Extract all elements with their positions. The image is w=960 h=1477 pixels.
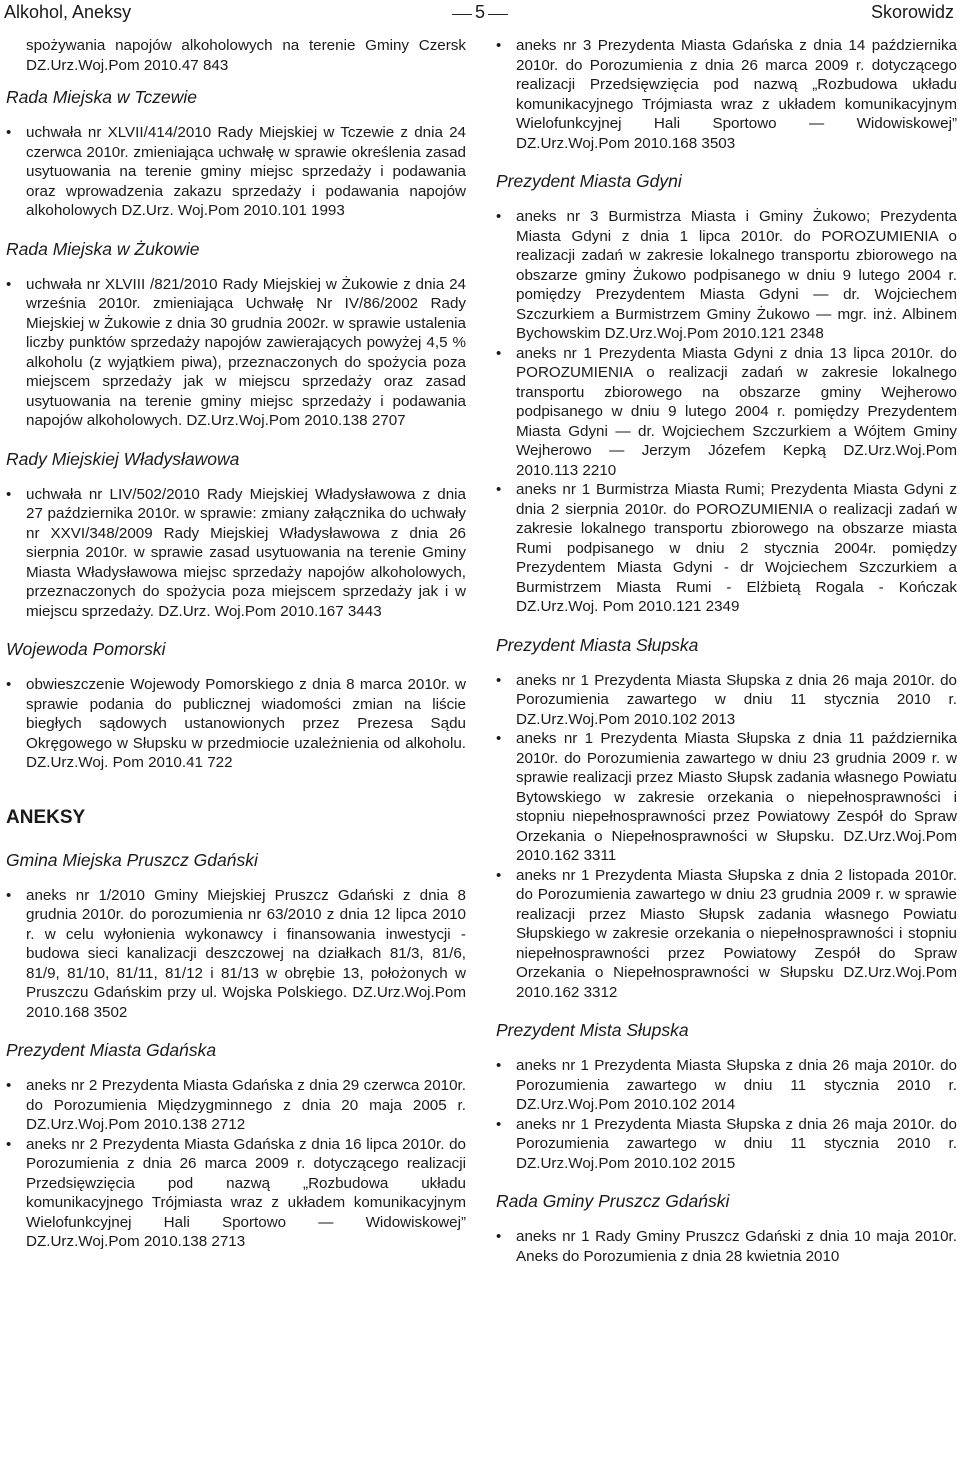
header-index-label: Skorowidz — [870, 2, 954, 22]
entry-item: • aneks nr 1 Rady Gminy Pruszcz Gdański z dnia 10 maja 2010r. Aneks do Porozumienia z dnia 28 kwietnia 2010 — [496, 1227, 957, 1266]
section-heading: Wojewoda Pomorski — [6, 639, 166, 659]
section-heading: Prezydent Mista Słupska — [496, 1020, 689, 1040]
section-heading: Prezydent Miasta Słupska — [496, 634, 699, 655]
header-section-title: Alkohol, Aneksy — [4, 2, 132, 22]
continued-entry: spożywania napojów alkoholowych na terenie Gminy Czersk DZ.Urz.Woj.Pom 2010.47 843 — [26, 37, 466, 74]
page-number: 5 — [474, 2, 485, 22]
entry-item: • obwieszczenie Wojewody Pomorskiego z dnia 8 marca 2010r. w sprawie podania do publicznej wiadomości zmian na liście biegłych sądowych ustanowionych przez Prezesa Sądu Okręgowego w Słupsku w przedmiocie uzależnienia od alkoholu. DZ.Urz.Woj. Pom 2010.41 722 — [6, 675, 466, 773]
left-column — [6, 36, 466, 1252]
entry-item: • aneks nr 1 Prezydenta Miasta Słupska z dnia 2 listopada 2010r. do Porozumienia zawartego w dniu 23 grudnia 2009 r. w sprawie realizacji przez Miasto Słupsk zadania własnego Powiatu Słupskiego w zakresie orzekania o niepełnosprawności i stopniu niepełnosprawności przez Powiatowy Zespół do Spraw Orzekania o Niepełnosprawności w Słupsku DZ.Urz.Woj.Pom 2010.162 3312 — [496, 866, 957, 1003]
annex-title: ANEKSY — [6, 806, 86, 828]
section-heading: Gmina Miejska Pruszcz Gdański — [6, 849, 258, 870]
header-rule-right — [488, 14, 508, 15]
right-column — [496, 36, 957, 1266]
section-heading: Rada Miejska w Tczewie — [6, 87, 197, 107]
section-heading: Rady Miejskiej Władysławowa — [6, 448, 240, 469]
section-heading: Prezydent Miasta Gdyni — [496, 171, 682, 191]
entry-item: • aneks nr 3 Burmistrza Miasta i Gminy Żukowo; Prezydenta Miasta Gdyni z dnia 1 lipca 2010r. do POROZUMIENIA o realizacji zadań w zakresie lokalnego transportu zbiorowego na obszarze gminy Żukowo podpisanego w dniu 9 lutego 2004 r. pomiędzy Prezydentem Miasta Gdyni — dr. Wojciechem Szczurkiem a Burmistrzem Gminy Żukowo — mgr. inż. Albinem Bychowskim DZ.Urz.Woj.Pom 2010.121 2348 — [496, 207, 957, 344]
entry-item: • aneks nr 1/2010 Gminy Miejskiej Pruszcz Gdański z dnia 8 grudnia 2010r. do porozumienia nr 63/2010 z dnia 12 lipca 2010 r. w celu wyłonienia wykonawcy i finansowania inwestycji - budowa sieci kanalizacji deszczowej na działkach 81/3, 81/6, 81/9, 81/10, 81/11, 81/12 i 81/13 w obrębie 13, położonych w Pruszczu Gdańskim przy ul. Wojska Polskiego. DZ.Urz.Woj.Pom 2010.168 3502 — [6, 886, 466, 1023]
section-heading: Rada Gminy Pruszcz Gdański — [496, 1191, 730, 1211]
entry-item: • aneks nr 1 Prezydenta Miasta Gdyni z dnia 13 lipca 2010r. do POROZUMIENIA o realizacji zadań w zakresie lokalnego transportu zbiorowego na obszarze gminy Wejherowo podpisanego w dniu 9 lutego 2004 r. pomiędzy Prezydentem Miasta Gdyni — dr. Wojciechem Szczurkiem a Wójtem Gminy Wejherowo — Jerzym Józefem Kepką DZ.Urz.Woj.Pom 2010.113 2210 — [496, 344, 957, 481]
page-header — [0, 0, 960, 30]
entry-item: • aneks nr 1 Prezydenta Miasta Słupska z dnia 11 października 2010r. do Porozumienia zawartego w dniu 23 grudnia 2009 r. w sprawie realizacji przez Miasto Słupsk zadania własnego Powiatu Bytowskiego w zakresie orzekania o niepełnosprawności i stopniu niepełnosprawności przez Powiatowy Zespół do Spraw Orzekania o Niepełnosprawności w Słupsku. DZ.Urz.Woj.Pom 2010.162 3311 — [496, 729, 957, 866]
section-heading: Rada Miejska w Żukowie — [6, 238, 200, 259]
entry-item: • aneks nr 1 Prezydenta Miasta Słupska z dnia 26 maja 2010r. do Porozumienia zawartego w dniu 11 stycznia 2010 r. DZ.Urz.Woj.Pom 2010.102 2015 — [496, 1115, 957, 1174]
entry-item: • uchwała nr LIV/502/2010 Rady Miejskiej Władysławowa z dnia 27 października 2010r. w sprawie: zmiany załącznika do uchwały nr XXVI/348/2009 Rady Miejskiej Władysławowa z dnia 26 sierpnia 2010r. w sprawie zasad usytuowania na terenie Gminy Miasta Władysławowa miejsc sprzedaży napojów alkoholowych, przeznaczonych do spożycia poza miejscem sprzedaży jak i w miejscu sprzedaży. DZ.Urz. Woj.Pom 2010.167 3443 — [6, 485, 466, 622]
section-heading: Prezydent Miasta Gdańska — [6, 1040, 217, 1060]
entry-item: • aneks nr 1 Prezydenta Miasta Słupska z dnia 26 maja 2010r. do Porozumienia zawartego w dniu 11 stycznia 2010 r. DZ.Urz.Woj.Pom 2010.102 2013 — [496, 671, 957, 730]
entry-item: • aneks nr 2 Prezydenta Miasta Gdańska z dnia 29 czerwca 2010r. do Porozumienia Międzygminnego z dnia 20 maja 2005 r. DZ.Urz.Woj.Pom 2010.138 2712 — [6, 1076, 466, 1135]
entry-item: • aneks nr 3 Prezydenta Miasta Gdańska z dnia 14 października 2010r. do Porozumienia z dnia 26 marca 2009 r. dotyczącego realizacji Przedsięwzięcia pod nazwą „Rozbudowa układu komunikacyjnego Trójmiasta wraz z układem komunikacyjnym Wielofunkcyjnej Hali Sportowo — Widowiskowej” DZ.Urz.Woj.Pom 2010.168 3503 — [496, 36, 957, 153]
entry-item: • aneks nr 2 Prezydenta Miasta Gdańska z dnia 16 lipca 2010r. do Porozumienia z dnia 26 marca 2009 r. dotyczącego realizacji Przedsięwzięcia pod nazwą „Rozbudowa układu komunikacyjnego Trójmiasta wraz z układem komunikacyjnym Wielofunkcyjnej Hali Sportowo — Widowiskowej” DZ.Urz.Woj.Pom 2010.138 2713 — [6, 1135, 466, 1252]
entry-item: • aneks nr 1 Burmistrza Miasta Rumi; Prezydenta Miasta Gdyni z dnia 2 sierpnia 2010r. do POROZUMIENIA o realizacji zadań w zakresie lokalnego transportu zbiorowego na obszarze miasta Rumi podpisanego w dniu 2 stycznia 2004r. pomiędzy Prezydentem Miasta Gdyni - dr Wojciechem Szczurkiem a Burmistrzem Miasta Rumi - Elżbietą Rogala - Kończak DZ.Urz.Woj. Pom 2010.121 2349 — [496, 480, 957, 617]
entry-item: • uchwała nr XLVIII /821/2010 Rady Miejskiej w Żukowie z dnia 24 września 2010r. zmieniająca Uchwałę Nr IV/86/2002 Rady Miejskiej w Żukowie z dnia 30 grudnia 2002r. w sprawie ustalenia liczby punktów sprzedaży napojów zawierających powyżej 4,5 % alkoholu (z wyjątkiem piwa), przeznaczonych do spożycia poza miejscem sprzedaży jak w miejscu sprzedaży oraz zasad usytuowania na terenie gminy miejsc sprzedaży i podawania napojów alkoholowych. DZ.Urz.Woj.Pom 2010.138 2707 — [6, 275, 466, 431]
entry-item: • aneks nr 1 Prezydenta Miasta Słupska z dnia 26 maja 2010r. do Porozumienia zawartego w dniu 11 stycznia 2010 r. DZ.Urz.Woj.Pom 2010.102 2014 — [496, 1056, 957, 1115]
entry-item: • uchwała nr XLVII/414/2010 Rady Miejskiej w Tczewie z dnia 24 czerwca 2010r. zmieniająca uchwałę w sprawie określenia zasad usytuowania na terenie gminy miejsc sprzedaży i podawania oraz wprowadzenia zakazu sprzedaży i podawania napojów alkoholowych DZ.Urz. Woj.Pom 2010.101 1993 — [6, 123, 466, 221]
